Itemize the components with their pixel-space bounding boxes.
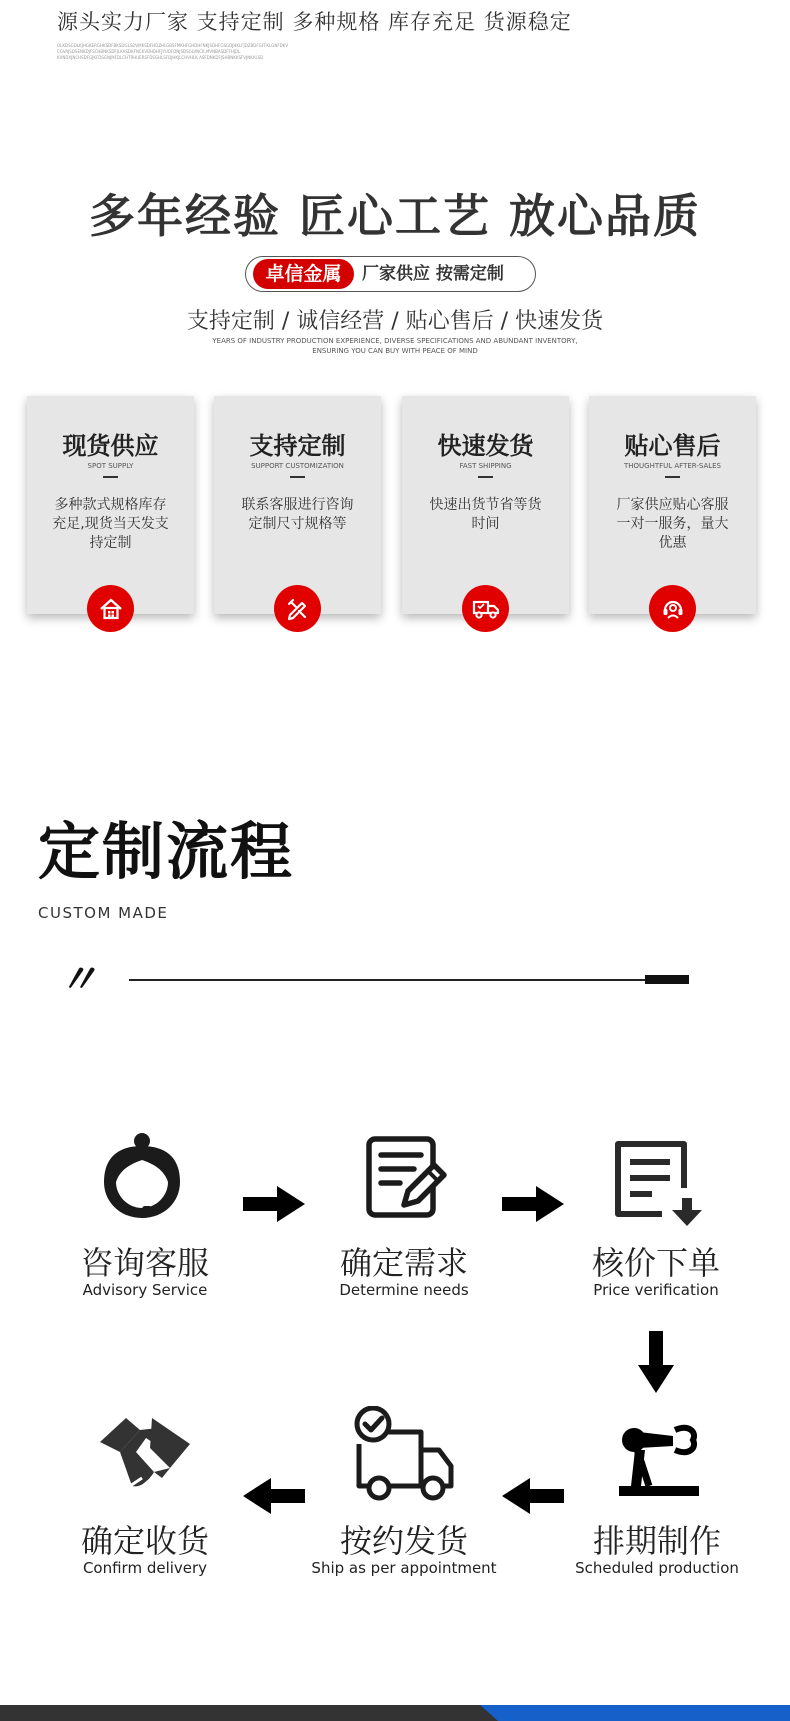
step-english-determine: Determine needs (339, 1281, 469, 1299)
footer-band-divider (420, 1705, 530, 1721)
feature-card-after-sales (589, 396, 756, 614)
process-title: 定制流程 (38, 815, 295, 888)
truck-icon (462, 585, 509, 632)
house-icon (87, 585, 134, 632)
feature-card-divider (478, 476, 493, 478)
step-english-production: Scheduled production (575, 1559, 739, 1577)
feature-card-title: 快速发货 (437, 432, 534, 460)
step-english-confirm: Confirm delivery (82, 1559, 208, 1577)
footer-band-blue (530, 1705, 790, 1721)
top-banner-title: 源头实力厂家 支持定制 多种规格 库存充足 货源稳定 (57, 10, 572, 34)
feature-card-description: 联系客服进行咨询定制尺寸规格等 (241, 497, 354, 532)
decorative-text-line: CGVAJSDSENKDJFSCHBNKSDFJLKASDKFNCKVBHDHFJYUOFDNJSDSGLVNCK,MVNBASDFFHJDL (57, 49, 241, 54)
divider-accent-bar (645, 975, 689, 984)
divider-line (129, 979, 689, 981)
feature-card-english: SUPPORT CUSTOMIZATION (251, 462, 344, 470)
customer-service-icon (96, 1130, 186, 1224)
arrow-down-icon (638, 1331, 674, 1397)
arrow-right-icon (502, 1186, 564, 1226)
pencil-ruler-icon (274, 585, 321, 632)
arrow-left-icon (243, 1478, 305, 1518)
step-label-confirm: 确定收货 (80, 1522, 209, 1560)
step-english-ship: Ship as per appointment (311, 1559, 497, 1577)
feature-card-english: THOUGHTFUL AFTER-SALES (623, 462, 722, 470)
order-download-icon (612, 1138, 706, 1236)
feature-card-title: 贴心售后 (624, 432, 721, 460)
feature-card-description: 厂家供应贴心客服一对一服务，量大优惠 (616, 497, 729, 551)
feature-card-divider (103, 476, 118, 478)
quote-mark: 〃 (58, 957, 98, 1003)
arrow-right-icon (243, 1186, 305, 1226)
step-english-advisory: Advisory Service (82, 1281, 208, 1299)
arrow-left-icon (502, 1478, 564, 1518)
feature-card-divider (665, 476, 680, 478)
decorative-text-line: OLKDSGDLKJHGKERGHKSDFBKSDGLSDVMKSDFHDZHLGBSFMKHFGHDHFNKJSDHFGSGDJHKLFJDZBDFGFFKLGNFDKV (57, 43, 289, 48)
step-label-ship: 按约发货 (339, 1522, 468, 1560)
headline-title: 多年经验 匠心工艺 放心品质 (88, 189, 702, 243)
feature-card-english: SPOT SUPPLY (87, 462, 134, 470)
delivery-truck-icon (351, 1406, 457, 1506)
feature-card-customization (214, 396, 381, 614)
step-label-advisory: 咨询客服 (80, 1244, 209, 1282)
feature-card-title: 支持定制 (249, 432, 346, 460)
handshake-icon (96, 1408, 196, 1502)
service-subtitle-english: YEARS OF INDUSTRY PRODUCTION EXPERIENCE, DIVERSE SPECIFICATIONS AND ABUNDANT INVENTORY, ENSURING YOU CAN BUY WITH PEACE OF MIND (212, 337, 578, 355)
feature-card-description: 多种款式规格库存充足,现货当天发支持定制 (52, 497, 169, 551)
step-label-determine: 确定需求 (339, 1244, 468, 1282)
feature-card-description: 快速出货节省等货时间 (429, 497, 542, 532)
step-english-price: Price verification (593, 1281, 719, 1299)
feature-card-spot-supply (27, 396, 194, 614)
feature-card-fast-shipping (402, 396, 569, 614)
headset-icon (649, 585, 696, 632)
feature-card-title: 现货供应 (62, 432, 159, 460)
process-english-title: CUSTOM MADE (38, 904, 169, 922)
service-subtitle: 支持定制 / 诚信经营 / 贴心售后 / 快速发货 (186, 309, 604, 334)
decorative-text-line: KVNDXJNCHSDFGJKFDSGNJMFDLCHTRHUERSFDSGHLSFDJHKJLCHVHLK ASFDNKDFJSHBNKKSFVJNKALSD (57, 55, 264, 60)
tagline-text: 厂家供应 按需定制 (362, 264, 504, 284)
robot-arm-icon (615, 1420, 701, 1504)
feature-card-english: FAST SHIPPING (459, 462, 512, 470)
step-label-production: 排期制作 (592, 1522, 721, 1560)
brand-badge: 卓信金属 (253, 259, 354, 289)
step-label-price: 核价下单 (591, 1244, 720, 1282)
document-edit-icon (364, 1135, 450, 1225)
feature-card-divider (290, 476, 305, 478)
